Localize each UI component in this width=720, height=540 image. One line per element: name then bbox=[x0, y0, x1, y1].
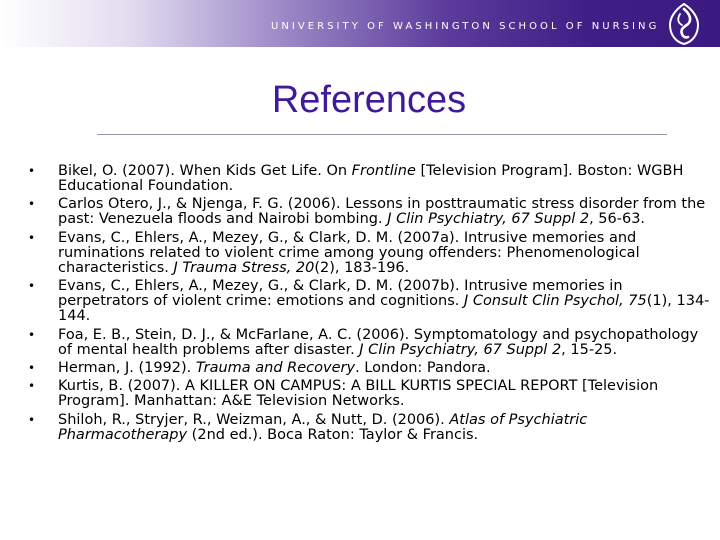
reference-italic-text: J Clin Psychiatry, 67 Suppl 2 bbox=[359, 341, 562, 358]
page-title: References bbox=[271, 79, 467, 121]
reference-italic-text: Atlas of Psychiatric Pharmacotherapy bbox=[58, 411, 588, 443]
bullet-icon: • bbox=[28, 360, 36, 375]
reference-text: [Television Program]. Boston: WGBH Educational Foundation. bbox=[58, 163, 684, 194]
uw-sigil-logo-icon bbox=[666, 3, 702, 45]
bullet-icon: • bbox=[28, 412, 36, 427]
reference-text: , 15-25. bbox=[561, 341, 618, 358]
reference-item bbox=[24, 413, 714, 443]
bullet-icon: • bbox=[28, 279, 36, 294]
reference-text: Evans, C., Ehlers, A., Mezey, G., & Clark, D. M. (2007b). Intrusive memories in perpetrators of violent crime: emotions and cognitions. bbox=[58, 278, 623, 310]
reference-text: Herman, J. (1992). bbox=[58, 359, 196, 376]
title-divider bbox=[97, 134, 667, 135]
bullet-icon: • bbox=[28, 230, 36, 245]
reference-text: Carlos Otero, J., & Njenga, F. G. (2006). Lessons in posttraumatic stress disorder from the past: Venezuela floods and Nairobi bombing. bbox=[58, 196, 706, 228]
bullet-icon: • bbox=[28, 327, 36, 342]
reference-text: Foa, E. B., Stein, D. J., & McFarlane, A. C. (2006). Symptomatology and psychopathology of mental health problems after disaster. bbox=[58, 326, 699, 358]
reference-item bbox=[24, 231, 714, 276]
reference-text: Kurtis, B. (2007). A KILLER ON CAMPUS: A BILL KURTIS SPECIAL REPORT [Television Program]. Manhattan: A&E Television Networks. bbox=[58, 378, 659, 410]
reference-text: (1), 134-144. bbox=[58, 293, 710, 325]
reference-italic-text: Frontline bbox=[351, 163, 416, 179]
reference-item bbox=[24, 361, 714, 376]
reference-list bbox=[24, 164, 714, 446]
reference-item bbox=[24, 328, 714, 358]
bullet-icon: • bbox=[28, 379, 36, 394]
reference-italic-text: J Clin Psychiatry, 67 Suppl 2 bbox=[387, 211, 590, 228]
reference-italic-text: J Trauma Stress, 20 bbox=[173, 259, 315, 276]
banner-text: UNIVERSITY OF WASHINGTON SCHOOL OF NURSING bbox=[271, 21, 660, 32]
reference-italic-text: J Consult Clin Psychol, 75 bbox=[464, 293, 647, 310]
reference-italic-text: Trauma and Recovery bbox=[195, 359, 356, 376]
bullet-icon: • bbox=[28, 164, 36, 178]
reference-text: Evans, C., Ehlers, A., Mezey, G., & Clark, D. M. (2007a). Intrusive memories and ruminations related to violent crime among young offenders: Phenomenological characteristics. bbox=[58, 229, 640, 276]
reference-item bbox=[24, 279, 714, 324]
reference-text: Shiloh, R., Stryjer, R., Weizman, A., & Nutt, D. (2006). bbox=[58, 411, 450, 428]
reference-item bbox=[24, 379, 714, 409]
reference-text: (2nd ed.). Boca Raton: Taylor & Francis. bbox=[187, 426, 479, 443]
reference-item bbox=[24, 164, 714, 194]
header-banner bbox=[0, 0, 720, 47]
reference-text: , 56-63. bbox=[589, 211, 646, 228]
reference-text: . London: Pandora. bbox=[355, 359, 491, 376]
bullet-icon: • bbox=[28, 197, 36, 212]
reference-text: (2), 183-196. bbox=[314, 259, 410, 276]
reference-item bbox=[24, 197, 714, 227]
reference-text: Bikel, O. (2007). When Kids Get Life. On bbox=[58, 163, 352, 179]
